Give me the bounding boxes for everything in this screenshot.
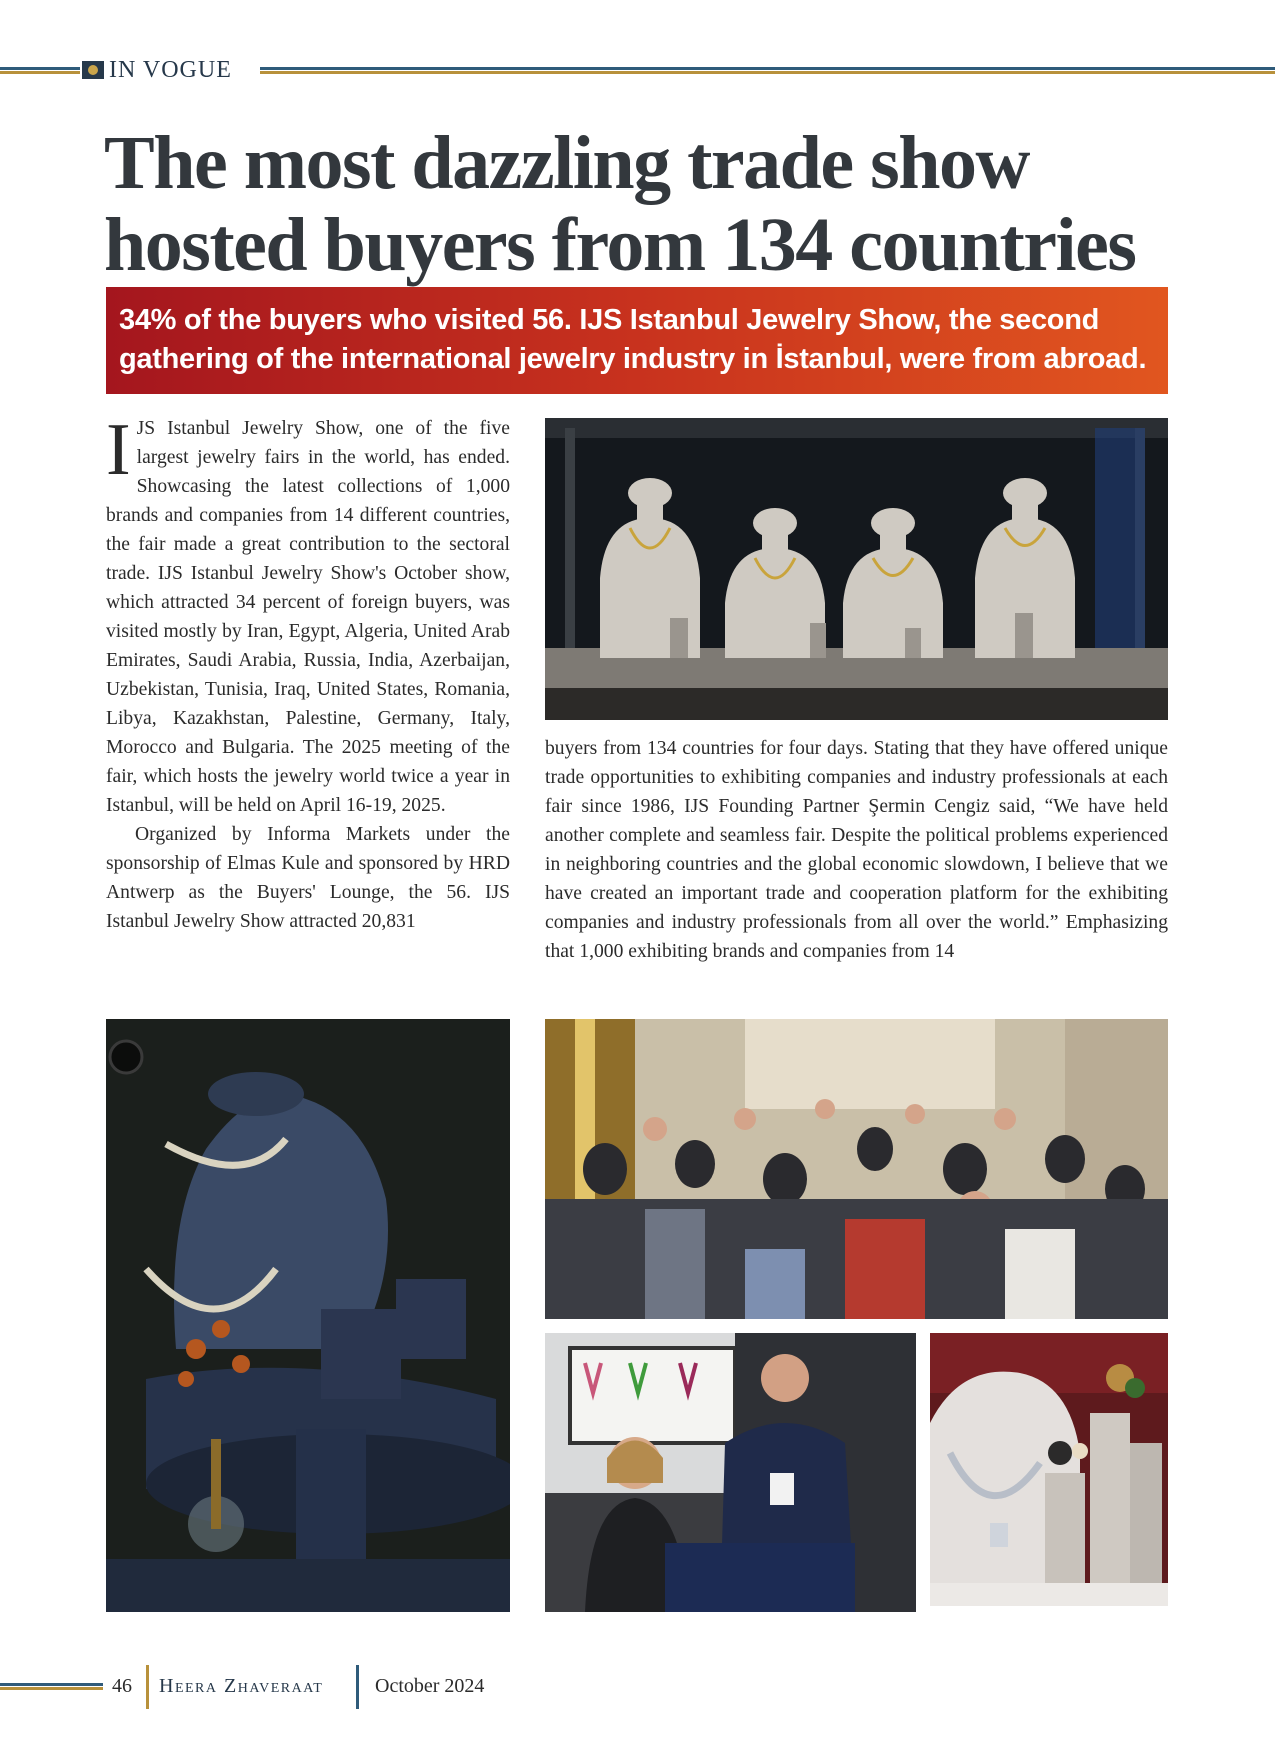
header-rule-left: [0, 67, 80, 74]
subtitle-line-2: gathering of the international jewelry industry in İstanbul, were from abroad.: [119, 343, 1147, 375]
section-header: [0, 55, 1275, 85]
photo-jewelry-window-display: [545, 418, 1168, 720]
article-paragraph-1: [106, 409, 510, 820]
subtitle-line-1: 34% of the buyers who visited 56. IJS Istanbul Jewelry Show, the second: [119, 304, 1100, 336]
footer-rule: [0, 1683, 103, 1690]
article-column-right: [545, 734, 1168, 966]
article-paragraph-2: Organized by Informa Markets under the sponsorship of Elmas Kule and sponsored by HRD Antwerp as the Buyers' Lounge, the 56. IJS Istanbul Jewelry Show attracted 20,831: [106, 824, 510, 932]
footer-divider-blue: [356, 1665, 359, 1709]
article-column-left: [106, 409, 510, 936]
issue-date: October 2024: [375, 1675, 485, 1697]
photo-necklace-on-bust: [106, 1019, 510, 1612]
magazine-name: Heera Zhaveraat: [159, 1675, 324, 1697]
page-footer: [0, 1665, 1275, 1715]
header-rule-right: [260, 67, 1275, 74]
article-paragraph-2-continued: buyers from 134 countries for four days. Stating that they have offered unique trade opportunities to exhibiting companies and industry professionals at each fair since 1986, IJS Founding Partner Şermin Cengiz said, “We have held another complete and seamless fair. Despite the political problems experienced in neighboring countries and the global economic slowdown, I believe that we have created an important trade and cooperation platform for the exhibiting companies and industry professionals from all over the world.” Emphasizing that 1,000 exhibiting brands and companies from 14: [545, 738, 1168, 962]
paragraph-1-text: JS Istanbul Jewelry Show, one of the five largest jewelry fairs in the world, has ended. Showcasing the latest collections of 1,000 brands and companies from 14 different countries, the fair made a great contribution to the sectoral trade. IJS Istanbul Jewelry Show's October show, which attracted 34 percent of foreign buyers, was visited mostly by Iran, Egypt, Algeria, United Arab Emirates, Saudi Arabia, Russia, India, Azerbaijan, Uzbekistan, Tunisia, Iraq, United States, Romania, Libya, Kazakhstan, Palestine, Germany, Italy, Morocco and Bulgaria. The 2025 meeting of the fair, which hosts the jewelry world twice a year in Istanbul, will be held on April 16-19, 2025.: [106, 418, 510, 816]
photo-silver-necklace-display: [930, 1333, 1168, 1606]
page-number: 46: [112, 1675, 132, 1697]
section-title: IN VOGUE: [109, 57, 232, 83]
subtitle-text: [119, 301, 1154, 379]
headline-line-1: The most dazzling trade show: [104, 121, 1029, 205]
subtitle-banner: [106, 287, 1168, 394]
drop-cap: I: [106, 409, 131, 491]
footer-divider-gold: [146, 1665, 149, 1709]
headline-line-2: hosted buyers from 134 countries: [104, 203, 1136, 287]
headline: [104, 122, 1204, 286]
section-logo-icon: [82, 61, 104, 79]
photo-exhibitor-staff: [545, 1333, 916, 1612]
photo-fair-crowd: [545, 1019, 1168, 1319]
